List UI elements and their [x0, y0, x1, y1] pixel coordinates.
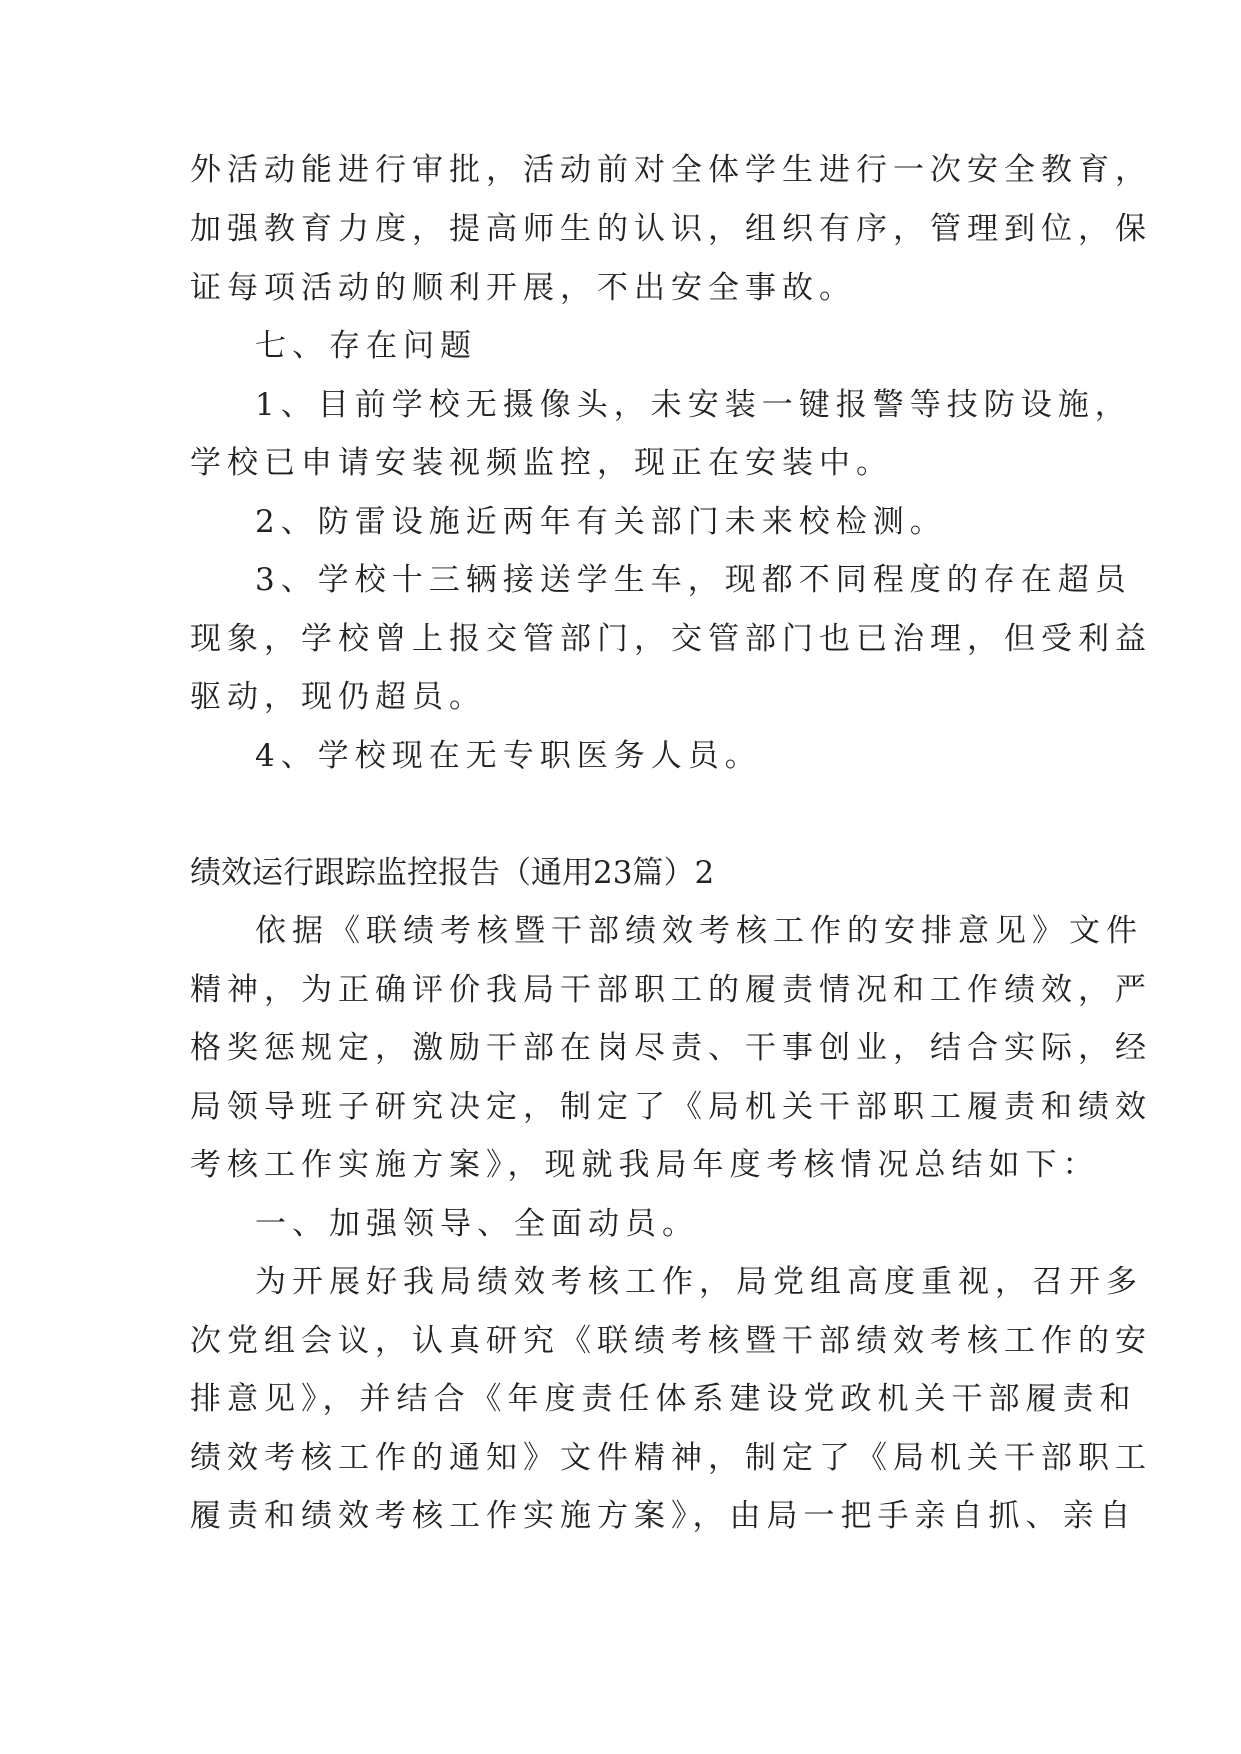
text-line: 为开展好我局绩效考核工作，局党组高度重视，召开多 — [255, 1264, 1143, 1300]
text-line: 精神，为正确评价我局干部职工的履责情况和工作绩效，严 — [190, 972, 1152, 1008]
section-heading: 一、加强领导、全面动员。 — [255, 1206, 699, 1242]
text-line: 格奖惩规定，激励干部在岗尽责、干事创业，结合实际，经 — [190, 1030, 1152, 1066]
text-line: 3、学校十三辆接送学生车，现都不同程度的存在超员 — [255, 562, 1132, 598]
text-line: 次党组会议，认真研究《联绩考核暨干部绩效考核工作的安 — [190, 1323, 1152, 1359]
text-line: 证每项活动的顺利开展，不出安全事故。 — [190, 270, 856, 306]
text-line: 加强教育力度，提高师生的认识，组织有序，管理到位，保 — [190, 211, 1152, 247]
text-line: 学校已申请安装视频监控，现正在安装中。 — [190, 445, 893, 481]
text-line: 外活动能进行审批，活动前对全体学生进行一次安全教育， — [190, 152, 1152, 188]
text-line: 依据《联绩考核暨干部绩效考核工作的安排意见》文件 — [255, 913, 1143, 949]
article-title: 绩效运行跟踪监控报告（通用23篇）2 — [190, 855, 715, 891]
text-line: 1、目前学校无摄像头，未安装一键报警等技防设施， — [255, 387, 1132, 423]
text-line: 现象，学校曾上报交管部门，交管部门也已治理，但受利益 — [190, 621, 1152, 657]
text-line: 4、学校现在无专职医务人员。 — [255, 738, 762, 774]
section-heading: 七、存在问题 — [255, 328, 477, 364]
text-line: 局领导班子研究决定，制定了《局机关干部职工履责和绩效 — [190, 1089, 1152, 1125]
text-line: 驱动，现仍超员。 — [190, 679, 486, 715]
text-line: 绩效考核工作的通知》文件精神，制定了《局机关干部职工 — [190, 1440, 1152, 1476]
text-line: 履责和绩效考核工作实施方案》，由局一把手亲自抓、亲自 — [190, 1498, 1137, 1534]
text-line: 排意见》，并结合《年度责任体系建设党政机关干部履责和 — [190, 1381, 1137, 1417]
text-line: 考核工作实施方案》，现就我局年度考核情况总结如下： — [190, 1147, 1100, 1183]
text-line: 2、防雷设施近两年有关部门未来校检测。 — [255, 504, 947, 540]
